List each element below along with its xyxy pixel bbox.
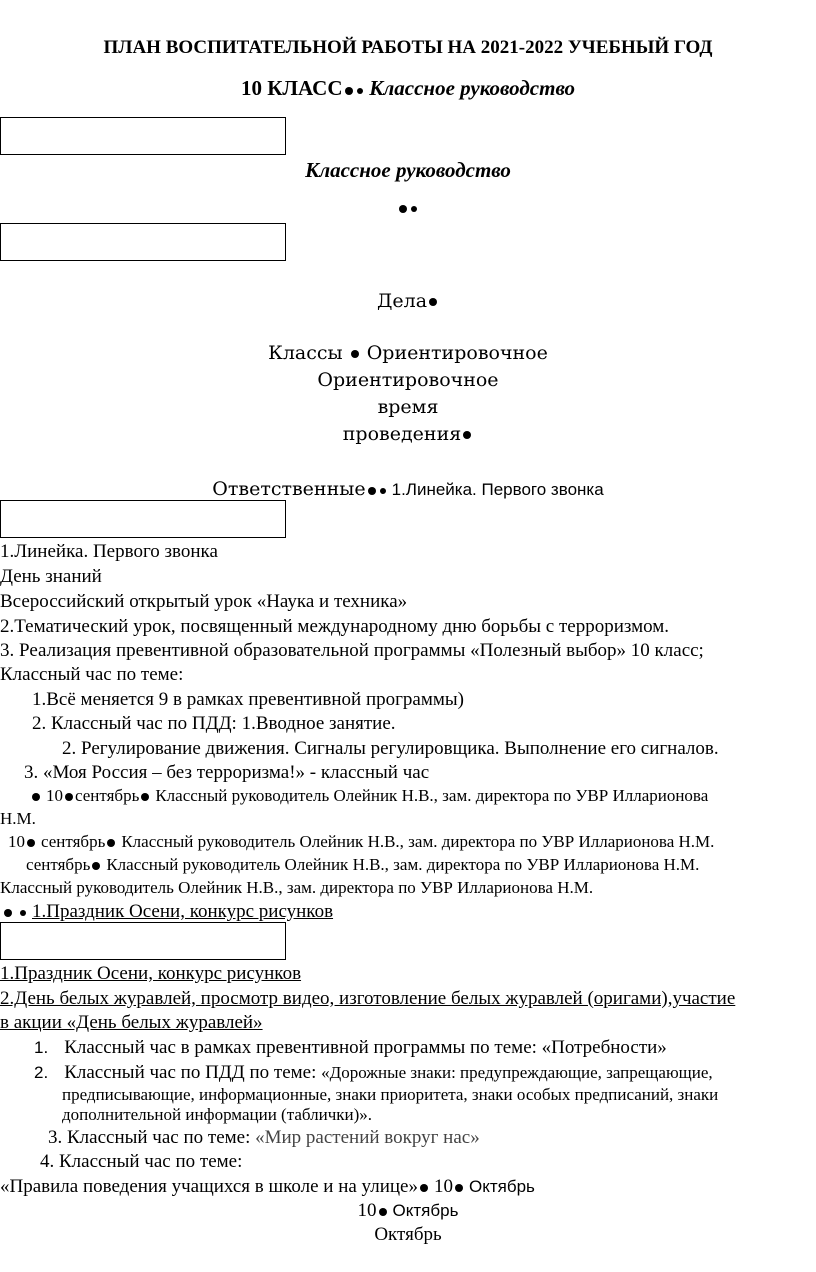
responsible-wrap: Н.М. — [0, 809, 36, 828]
pdd-continuation: предписывающие, информационные, знаки приоритета, знаки особых предписаний, знаки — [62, 1085, 719, 1104]
section-heading: Классное руководство — [305, 158, 511, 182]
october-row-1 — [0, 1176, 535, 1198]
bullet-icon — [379, 1208, 387, 1216]
approx-label: Ориентировочное — [366, 342, 548, 364]
month-label: сентябрь — [26, 855, 91, 874]
grade-label: 10 — [433, 1176, 453, 1197]
item-quote: «Дорожные знаки: предупреждающие, запрещающие, — [321, 1063, 713, 1082]
bullet-icon — [32, 793, 40, 801]
event-line: 1.Всё меняется 9 в рамках превентивной программы) — [32, 689, 464, 710]
october-preview-text: 1.Праздник Осени, конкурс рисунков — [32, 901, 334, 922]
item-text: Классный час в рамках превентивной программы по теме: — [64, 1037, 542, 1058]
bullet-icon — [420, 1184, 428, 1192]
class-label: 10 КЛАСС — [240, 76, 343, 100]
event-line: 2.Тематический урок, посвященный международному дню борьбы с терроризмом. — [0, 616, 670, 637]
item-quote: «Мир растений вокруг нас» — [255, 1127, 480, 1148]
empty-cell — [0, 922, 286, 960]
bullet-icon — [27, 839, 35, 847]
bullet-icon — [357, 88, 363, 94]
column-responsible — [0, 478, 816, 500]
bullet-icon — [380, 488, 386, 494]
event-line: Всероссийский открытый урок «Наука и техника» — [0, 591, 408, 612]
event-line: 2. Классный час по ПДД: 1.Вводное занятие. — [32, 713, 396, 734]
event-line: 3. Реализация превентивной образовательной программы «Полезный выбор» 10 класс; — [0, 640, 704, 661]
bullet-icon — [368, 487, 376, 495]
classes-label: Классы — [268, 342, 343, 364]
event-line: 3. «Моя Россия – без терроризма!» - классный час — [24, 762, 430, 783]
bullet-icon — [141, 793, 149, 801]
september-row-1 — [30, 786, 708, 806]
grade-label: 10 — [357, 1200, 377, 1221]
item-number: 1. — [34, 1038, 49, 1057]
rules-text: «Правила поведения учащихся в школе и на улице» — [0, 1176, 418, 1197]
pdd-continuation: дополнительной информации (таблички)». — [62, 1105, 373, 1124]
item-text: Классный час по ПДД по теме: — [64, 1062, 322, 1083]
month-label: сентябрь — [41, 832, 106, 851]
bullet-icon — [455, 1184, 463, 1192]
responsible-label: Ответственные — [212, 478, 366, 500]
class-section: Классное руководство — [369, 76, 576, 100]
responsible-text: Классный руководитель Олейник Н.В., зам. директора по УВР Илларионова Н.М. — [121, 832, 715, 851]
item-text: 3. Классный час по теме: — [48, 1127, 256, 1148]
bullet-icon — [345, 87, 353, 95]
column-classes — [0, 342, 816, 364]
september-row-2 — [8, 832, 714, 852]
numbered-item: 4. Классный час по теме: — [40, 1151, 243, 1172]
grade-label: 10 — [8, 832, 25, 851]
month-label: Октябрь — [468, 1177, 535, 1196]
event-line: День знаний — [0, 566, 102, 587]
bullet-icon — [4, 909, 12, 917]
october-row-2 — [0, 1200, 816, 1222]
event-line: 1.Линейка. Первого звонка — [0, 541, 218, 562]
october-preview — [2, 901, 333, 923]
numbered-item — [34, 1037, 667, 1059]
bullet-icon — [351, 350, 359, 358]
empty-cell — [0, 117, 286, 155]
bullet-icon — [411, 206, 417, 212]
responsible-text: Классный руководитель Олейник Н.В., зам. директора по УВР Илларионова — [155, 786, 709, 805]
event-line: 2. Регулирование движения. Сигналы регулировщика. Выполнение его сигналов. — [62, 738, 719, 759]
class-line — [0, 76, 816, 101]
event-line: в акции «День белых журавлей» — [0, 1012, 263, 1033]
column-conduct — [0, 423, 816, 445]
bullet-icon — [20, 910, 26, 916]
deeds-label: Дела — [376, 290, 428, 312]
bullet-row — [0, 200, 816, 218]
item-quote: «Потребности» — [541, 1037, 667, 1058]
bullet-icon — [399, 205, 407, 213]
month-label: Октябрь — [374, 1224, 442, 1245]
document-title: ПЛАН ВОСПИТАТЕЛЬНОЙ РАБОТЫ НА 2021-2022 УЧЕБНЫЙ ГОД — [103, 37, 713, 58]
bullet-icon — [92, 862, 100, 870]
first-item-preview: 1.Линейка. Первого звонка — [391, 480, 604, 499]
empty-cell — [0, 500, 286, 538]
bullet-icon — [107, 839, 115, 847]
item-number: 2. — [34, 1063, 49, 1082]
event-line: Классный час по теме: — [0, 664, 184, 685]
event-line: 2.День белых журавлей, просмотр видео, изготовление белых журавлей (оригами),участие — [0, 988, 736, 1009]
empty-cell — [0, 223, 286, 261]
conduct-label: проведения — [342, 423, 462, 445]
time-label: время — [377, 396, 439, 418]
column-deeds — [0, 290, 816, 312]
event-line: 1.Праздник Осени, конкурс рисунков — [0, 963, 302, 984]
bullet-icon — [65, 793, 73, 801]
responsible-text: Классный руководитель Олейник Н.В., зам. директора по УВР Илларионова Н.М. — [106, 855, 700, 874]
numbered-item — [48, 1127, 480, 1149]
bullet-icon — [429, 298, 437, 306]
approx-label-2: Ориентировочное — [317, 369, 499, 391]
month-label: сентябрь — [75, 786, 140, 805]
bullet-icon — [463, 431, 471, 439]
responsible-text: Классный руководитель Олейник Н.В., зам. директора по УВР Илларионова Н.М. — [0, 878, 594, 897]
month-label: Октябрь — [392, 1201, 459, 1220]
grade-label: 10 — [46, 786, 63, 805]
numbered-item — [34, 1062, 713, 1084]
september-row-3 — [26, 855, 699, 875]
